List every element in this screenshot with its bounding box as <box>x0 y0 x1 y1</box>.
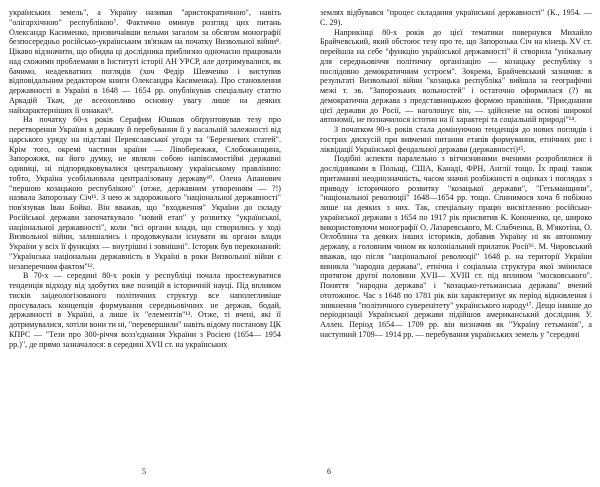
left-paragraph-3: В 70-х — середині 80-х років у республіці почала простежуватися тенденція відходу від здобутих вже позицій в історичній науці. Під впливом тисків заідеологізованого політичних структур все наполегливіше просувалась концепція формування середньовічних не держав, бодай, державності в Україні, а лише їх "елементів"¹³. Отже, ті вчені, які її дотримувалися, хотіли вони ти ні, "перевершили" навіть відому постанову ЦК КПРС — "Тези про 300-річчя возз'єднання України з Росією (1654— 1954 рр.)", де прямо зазначалося: в середині XVII ст. на українських <box>9 271 281 349</box>
right-paragraph-1: землях відбувався "процес складання української державності" (К., 1954. — С. 29). <box>320 8 592 27</box>
left-page-number: 5 <box>142 467 146 476</box>
right-paragraph-4: Подібні аспекти паралельно з вітчизняними вченими розроблялися й дослідниками в Польщі, США, Канаді, ФРН, Англії тощо. Їх праці також притаманні неоднозначність, часом значні розбіжності в оцінках і поглядах з приводу історичного розвитку "козацької держави", "Гетьманщини", "національної революції" 1648—1654 рр. тощо. Спинимося хоча б побіжно лише на деяких з них. Так, спеціальну працю висвітленню російсько-української держави з 1654 по 1917 рік присвятив К. Кононенко, це, широко використовуючи монографії О. Лазаревського, М. Слабченка, В. М'якотіна, О. Оглоблина та деяких інших істориків, добавив Україну ні як автономну державу, а головним чином як колоніальний прилаток Росії¹⁶. М. Чировський вважав, що після "національної революції" 1648 р. на території України виникла "народна держава", етнічна і соціальна структура якої змінилася протягом другої половини XVII— XVIII ст. під впливом "московського". Поняття "народна держава" і "козацько-гетьманська держава" вчений ототожнює. Час з 1648 по 1781 рік він характеризує як період відновлення і зникнення "політичного суверенітету" українського народу¹⁷. Дещо інакше до періодизації Української держави підійшов американський дослідник У. Аллен. Період 1654— 1709 рр. він визначив як "Україну гетьманів", а наступний 1709— 1914 рр. — перебування українських земель у "середині <box>320 154 592 339</box>
left-paragraph-2: На початку 60-х років Серафим Юшков обґрунтовував тезу про перетворення України в державу й перебування її у васальній залежності від царського уряду на підставі Переяславської угоди та "Березневих статей". Крім того, окремі частини країни — Лівобережжя, Слобожанщина, Запорожжя, на його думку, не являли собою напівсамостійні державні одиниці, ні підпорядковувалися центральному українському правлінню: тобто, Україна усобільювала централізовану державу¹⁰. Олена Апанович "першою козацькою республікою" (отже, державним утворенням — ?!) назвала Запорозьку Січ¹¹. З нею ж задорожнього "національної державності" пов'язував Іван Бойко. Він вважав, що "входження" України до складу Російської держави започаткувало "новий етап" у розвитку "української, національної державності", коли "всі органи влади, що створились у ході Визвольної війни, залишались і продовжували існувати як органи влади України у всіх її функціях — внутрішні і зовнішні". Історик був переконаний: "Українська національна державність в Україні в роки Визвольної війни є незаперечним фактом"¹². <box>9 115 281 271</box>
left-paragraph-1: українських земель", а Україну називав "аристократичною", навіть "олігархічною" республікою⁷. Фактично оминув розгляд цих питань Олександр Касименко, призвичаївши вельми загалом за обсягом монографії безпосередньо російсько-українським зв'язкам на початку Визвольної війни⁸. Цікаво відзначити, що обидва ці дослідника приблизно одночасно працювали над схожими проблемами в Інституті історії АН УРСР, але дотримувалися, як бачимо, неадекватних поглядів (хоч Федір Шевченко і виступив відповідальним редактором книги Олександра Касименка). Про становлення державності в Україні в 1648 — 1654 рр. опублікував спеціальну статтю Аркадій Ткач, де всеохопливо основну увагу лише на деяких найхарактерніших її ознаках⁹. <box>9 8 281 115</box>
right-page-number: 6 <box>327 467 331 476</box>
right-paragraph-3: З початком 90-х років стала домінуючою тенденція до нових поглядів і гострих дискусій при вивченні питання етапів формування, етнічних рис і ліквідації Української феодальної держави (державності)¹⁵. <box>320 125 592 154</box>
left-page <box>9 8 281 476</box>
right-paragraph-2: Наприкінці 80-х років до цієї тематики повернувся Михайло Брайчевський, який обстоює тезу про те, що Запорозька Січ на кінець XV ст. перейшла на себе "функцію української державності" й створила "унікальну для середньовіччя політичну організацію — козацьку республіку з послідовно демократичним устроєм". Зокрема, Брайчевський зазначив: в результаті Визвольної війни "козацька республіка" вийшла за географічні межі т. зв. "Запорозьких вольностей" і остаточно оформилася (?) як демократична держава з представницькою формою правління. "Приєднання цієї держави до Росії, — наголошує він, — здійснене на основі широкої автономії, не позначилося істотно на її характері та соціальній природі"¹⁴. <box>320 27 592 125</box>
right-page <box>320 8 592 476</box>
